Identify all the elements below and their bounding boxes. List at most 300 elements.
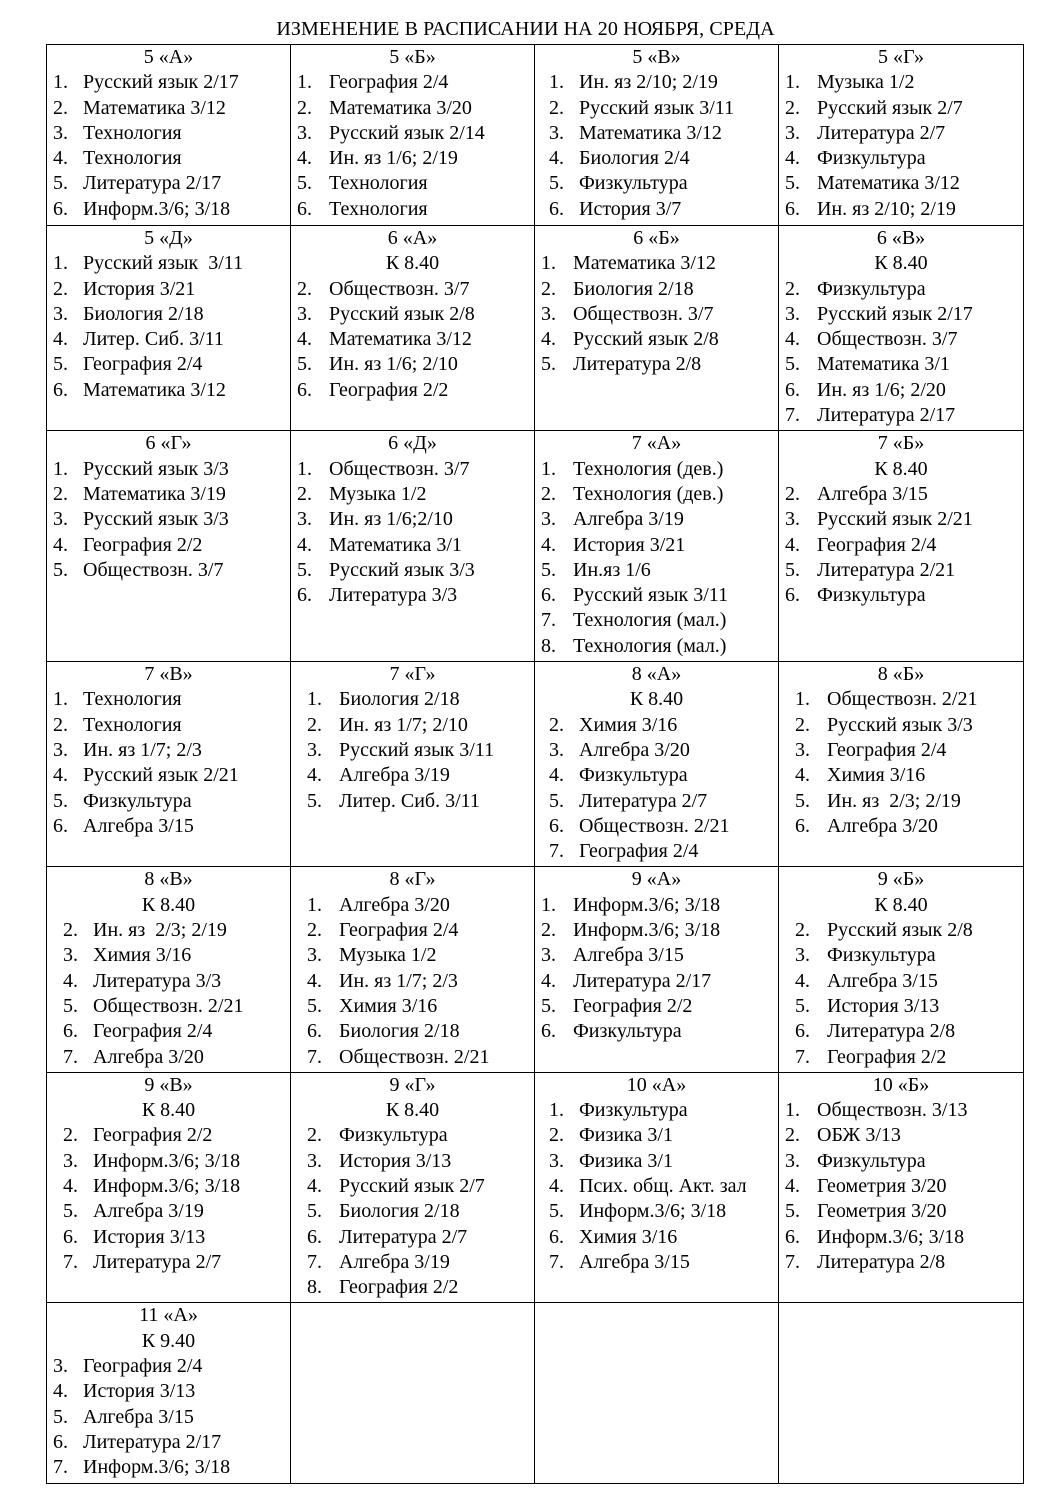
start-time: К 9.40 [141, 1329, 196, 1352]
lesson-subject: Математика 3/12 [83, 378, 226, 401]
lesson-item [537, 251, 776, 276]
lesson-item [293, 1199, 532, 1224]
lesson-item [293, 457, 532, 482]
lesson-number: 5. [785, 172, 800, 195]
lesson-item [49, 1199, 288, 1224]
lesson-subject: Русский язык 2/8 [329, 302, 475, 325]
lesson-item [537, 1098, 776, 1123]
lesson-subject: Обществозн. 3/7 [573, 302, 714, 325]
lesson-subject: Обществозн. 3/7 [329, 457, 470, 480]
lesson-item [293, 789, 532, 814]
lesson-subject: Ин. яз 1/7; 2/3 [83, 738, 202, 761]
lesson-item [293, 146, 532, 171]
lesson-number: 8. [541, 634, 556, 657]
lesson-number: 3. [63, 944, 78, 967]
lesson-subject: Русский язык 2/7 [339, 1174, 485, 1197]
lesson-item [293, 121, 532, 146]
lesson-number: 5. [549, 789, 564, 812]
lesson-number: 1. [785, 71, 800, 94]
lesson-item [537, 327, 776, 352]
lesson-number: 3. [795, 944, 810, 967]
lesson-number: 3. [795, 738, 810, 761]
lesson-item [49, 789, 288, 814]
lesson-subject: География 2/4 [329, 71, 449, 94]
lesson-number: 4. [785, 1174, 800, 1197]
lesson-number: 1. [549, 1099, 564, 1122]
lesson-number: 1. [53, 71, 68, 94]
lesson-subject: Информ.3/6; 3/18 [573, 919, 721, 942]
lesson-item [293, 197, 532, 222]
lesson-number: 5. [297, 353, 312, 376]
lesson-subject: Информ.3/6; 3/18 [579, 1200, 727, 1223]
lesson-subject: Алгебра 3/19 [339, 764, 450, 787]
lesson-item [781, 943, 1021, 968]
lesson-subject: Русский язык 2/21 [83, 764, 239, 787]
lesson-item [49, 146, 288, 171]
lesson-subject: История 3/13 [827, 994, 940, 1017]
lesson-item [781, 1174, 1021, 1199]
lesson-item [537, 70, 776, 95]
empty-cell [291, 1303, 535, 1483]
lesson-number: 6. [549, 814, 564, 837]
lesson-item [293, 943, 532, 968]
lesson-item [293, 687, 532, 712]
lesson-number: 3. [53, 1355, 68, 1378]
lesson-item [293, 96, 532, 121]
lesson-item [49, 171, 288, 196]
lesson-number: 7. [541, 609, 556, 632]
lesson-item [781, 738, 1021, 763]
lesson-subject: Технология [83, 713, 182, 736]
lesson-number: 6. [785, 197, 800, 220]
lesson-item [781, 96, 1021, 121]
lesson-subject: История 3/13 [83, 1380, 196, 1403]
schedule-row [47, 1072, 1024, 1303]
lesson-subject: Алгебра 3/15 [83, 1405, 194, 1428]
lesson-item [49, 533, 288, 558]
lesson-item [293, 327, 532, 352]
class-cell [779, 45, 1024, 226]
lesson-subject: Ин. яз 2/10; 2/19 [817, 197, 956, 220]
lesson-number: 6. [297, 584, 312, 607]
lesson-number: 2. [53, 96, 68, 119]
lesson-subject: Математика 3/12 [83, 96, 226, 119]
class-name: 10 «А» [626, 1073, 687, 1096]
lesson-number: 1. [53, 457, 68, 480]
lesson-number: 5. [785, 1200, 800, 1223]
lesson-number: 6. [785, 378, 800, 401]
class-cell [535, 1072, 779, 1303]
lesson-item [537, 634, 776, 659]
lesson-subject: Музыка 1/2 [339, 944, 437, 967]
lesson-item [293, 70, 532, 95]
class-name: 6 «Г» [145, 432, 192, 455]
lesson-number: 5. [307, 1200, 322, 1223]
lesson-subject: Русский язык 2/8 [827, 919, 973, 942]
lesson-subject: Физкультура [817, 1149, 926, 1172]
class-cell [47, 226, 291, 431]
lesson-number: 7. [307, 1045, 322, 1068]
lesson-item [49, 482, 288, 507]
class-name: 7 «Б» [877, 432, 925, 455]
lesson-item [537, 277, 776, 302]
class-name: 6 «Б» [633, 227, 680, 249]
lesson-number: 5. [541, 353, 556, 376]
lesson-item [781, 146, 1021, 171]
lesson-number: 6. [795, 814, 810, 837]
lesson-item [781, 482, 1021, 507]
lesson-subject: География 2/2 [339, 1276, 459, 1299]
lesson-number: 6. [307, 1225, 322, 1248]
lesson-subject: Русский язык 3/3 [83, 508, 229, 531]
lesson-number: 3. [541, 944, 556, 967]
lesson-item [781, 713, 1021, 738]
lesson-subject: Обществозн. 3/7 [329, 277, 470, 300]
lesson-subject: География 2/4 [579, 840, 699, 863]
lesson-number: 4. [53, 533, 68, 556]
lesson-item [537, 558, 776, 583]
lesson-number: 6. [53, 814, 68, 837]
lesson-item [537, 121, 776, 146]
lesson-item [537, 96, 776, 121]
class-cell [47, 431, 291, 662]
lesson-number: 2. [549, 96, 564, 119]
lesson-item [49, 1123, 288, 1148]
class-name: 8 «В» [144, 868, 193, 891]
lesson-subject: Русский язык 2/21 [817, 508, 973, 531]
schedule-row [47, 45, 1024, 226]
lesson-subject: Алгебра 3/20 [579, 738, 690, 761]
class-cell [47, 1072, 291, 1303]
lesson-item [49, 352, 288, 377]
lesson-number: 5. [549, 172, 564, 195]
lesson-item [49, 1149, 288, 1174]
class-name: 9 «В» [144, 1073, 193, 1096]
lesson-item [49, 327, 288, 352]
lesson-item [781, 583, 1021, 608]
lesson-item [537, 583, 776, 608]
lesson-item [537, 713, 776, 738]
class-cell [535, 662, 779, 867]
lesson-subject: Физкультура [817, 277, 926, 300]
lesson-item [537, 482, 776, 507]
lesson-item [537, 814, 776, 839]
lesson-number: 6. [795, 1020, 810, 1043]
lesson-item [537, 763, 776, 788]
lesson-number: 2. [541, 277, 556, 300]
class-name: 6 «А» [387, 227, 438, 249]
lesson-number: 5. [549, 1200, 564, 1223]
lesson-item [49, 763, 288, 788]
class-cell [779, 1072, 1024, 1303]
lesson-number: 7. [785, 404, 800, 427]
lesson-item [537, 146, 776, 171]
lesson-item [293, 1123, 532, 1148]
lesson-subject: Ин. яз 2/3; 2/19 [827, 789, 961, 812]
lesson-subject: ОБЖ 3/13 [817, 1124, 901, 1147]
lesson-number: 4. [541, 969, 556, 992]
lesson-number: 6. [53, 378, 68, 401]
lesson-subject: География 2/4 [83, 353, 203, 376]
lesson-item [293, 918, 532, 943]
lesson-item [49, 1250, 288, 1275]
lesson-subject: Математика 3/12 [573, 252, 716, 275]
lesson-item [293, 1250, 532, 1275]
lesson-subject: Русский язык 3/11 [339, 738, 495, 761]
lesson-item [49, 713, 288, 738]
lesson-number: 2. [785, 96, 800, 119]
class-name: 5 «Д» [144, 227, 193, 249]
lesson-subject: Технология (дев.) [573, 457, 724, 480]
lesson-subject: Музыка 1/2 [817, 71, 915, 94]
lesson-number: 2. [297, 277, 312, 300]
lesson-subject: Ин. яз 1/6; 2/10 [329, 353, 458, 376]
lesson-subject: Информ.3/6; 3/18 [93, 1149, 241, 1172]
lesson-subject: Технология [83, 147, 182, 170]
lesson-item [293, 1174, 532, 1199]
lesson-subject: Литература 3/3 [329, 584, 458, 607]
class-cell [291, 431, 535, 662]
start-time: К 8.40 [385, 252, 440, 275]
lesson-item [781, 1250, 1021, 1275]
lesson-item [49, 378, 288, 403]
lesson-number: 2. [785, 277, 800, 300]
lesson-number: 3. [785, 121, 800, 144]
lesson-subject: Русский язык 3/3 [329, 558, 475, 581]
lesson-subject: Биология 2/18 [339, 1020, 460, 1043]
schedule-row [47, 1303, 1024, 1483]
lesson-item [49, 121, 288, 146]
lesson-subject: Биология 2/18 [339, 1200, 460, 1223]
lesson-item [537, 943, 776, 968]
lesson-number: 4. [307, 764, 322, 787]
lesson-item [781, 1045, 1021, 1070]
lesson-number: 3. [549, 121, 564, 144]
lesson-subject: Математика 3/12 [817, 172, 960, 195]
lesson-subject: Физика 3/1 [579, 1124, 673, 1147]
lesson-number: 4. [549, 764, 564, 787]
lesson-number: 3. [297, 121, 312, 144]
lesson-subject: Информ.3/6; 3/18 [573, 893, 721, 916]
lesson-subject: Биология 2/18 [339, 688, 460, 711]
lesson-item [537, 738, 776, 763]
lesson-number: 2. [541, 482, 556, 505]
lesson-number: 2. [307, 1124, 322, 1147]
lesson-subject: Информ.3/6; 3/18 [83, 1456, 231, 1479]
lesson-subject: Литер. Сиб. 3/11 [83, 328, 224, 351]
lesson-number: 1. [541, 893, 556, 916]
lesson-subject: Русский язык 2/8 [573, 328, 719, 351]
lesson-item [781, 1149, 1021, 1174]
lesson-number: 3. [307, 738, 322, 761]
lesson-item [781, 687, 1021, 712]
lesson-item [49, 1045, 288, 1070]
lesson-subject: Алгебра 3/20 [93, 1045, 204, 1068]
lesson-item [781, 70, 1021, 95]
lesson-number: 2. [541, 919, 556, 942]
lesson-number: 2. [307, 919, 322, 942]
lesson-item [537, 1250, 776, 1275]
lesson-number: 4. [541, 533, 556, 556]
lesson-subject: Технология (мал.) [573, 634, 727, 657]
schedule-row [47, 431, 1024, 662]
class-name: 7 «А» [631, 432, 682, 455]
lesson-number: 2. [785, 1124, 800, 1147]
lesson-subject: Физкультура [579, 1099, 688, 1122]
class-cell [535, 431, 779, 662]
lesson-number: 1. [297, 457, 312, 480]
lesson-number: 4. [785, 533, 800, 556]
lesson-subject: Математика 3/1 [329, 533, 462, 556]
lesson-item [781, 1225, 1021, 1250]
lesson-item [293, 994, 532, 1019]
lesson-item [537, 839, 776, 864]
lesson-item [293, 969, 532, 994]
class-cell [291, 867, 535, 1072]
lesson-item [537, 608, 776, 633]
lesson-number: 2. [549, 1124, 564, 1147]
lesson-number: 4. [795, 969, 810, 992]
lesson-subject: География 2/2 [329, 378, 449, 401]
lesson-number: 1. [297, 71, 312, 94]
lesson-subject: Алгебра 3/20 [339, 893, 450, 916]
lesson-subject: Химия 3/16 [579, 713, 678, 736]
class-name: 8 «Б» [877, 663, 925, 686]
lesson-item [781, 197, 1021, 222]
lesson-item [781, 1199, 1021, 1224]
lesson-item [49, 70, 288, 95]
lesson-number: 3. [541, 302, 556, 325]
start-time: К 8.40 [629, 688, 684, 711]
lesson-number: 3. [785, 508, 800, 531]
lesson-item [537, 969, 776, 994]
lesson-item [781, 969, 1021, 994]
lesson-item [781, 352, 1021, 377]
lesson-number: 6. [53, 1430, 68, 1453]
lesson-item [293, 378, 532, 403]
lesson-subject: Математика 3/12 [579, 121, 722, 144]
lesson-subject: Алгебра 3/15 [827, 969, 938, 992]
lesson-item [781, 171, 1021, 196]
lesson-subject: Русский язык 2/17 [83, 71, 239, 94]
lesson-item [49, 1455, 288, 1480]
lesson-subject: История 3/7 [579, 197, 682, 220]
lesson-number: 2. [307, 713, 322, 736]
lesson-item [781, 994, 1021, 1019]
lesson-number: 2. [549, 713, 564, 736]
lesson-subject: География 2/4 [93, 1020, 213, 1043]
lesson-number: 7. [307, 1250, 322, 1273]
lesson-number: 5. [53, 172, 68, 195]
lesson-subject: Алгебра 3/15 [579, 1250, 690, 1273]
lesson-item [781, 533, 1021, 558]
start-time: К 8.40 [874, 252, 928, 275]
lesson-number: 1. [53, 688, 68, 711]
lesson-subject: Литература 2/17 [573, 969, 712, 992]
lesson-item [781, 507, 1021, 532]
lesson-item [537, 1225, 776, 1250]
lesson-number: 4. [785, 328, 800, 351]
class-name: 9 «Б» [877, 868, 925, 891]
lesson-number: 3. [53, 508, 68, 531]
lesson-subject: Алгебра 3/20 [827, 814, 938, 837]
lesson-item [781, 327, 1021, 352]
lesson-number: 6. [63, 1020, 78, 1043]
class-name: 10 «Б» [872, 1073, 930, 1096]
lesson-subject: Химия 3/16 [579, 1225, 678, 1248]
lesson-subject: Физкультура [579, 764, 688, 787]
lesson-subject: Обществозн. 3/13 [817, 1099, 968, 1122]
lesson-item [537, 1199, 776, 1224]
lesson-subject: Обществозн. 2/21 [339, 1045, 490, 1068]
lesson-number: 4. [297, 533, 312, 556]
lesson-item [293, 533, 532, 558]
lesson-subject: Ин. яз 1/6;2/10 [329, 508, 453, 531]
lesson-item [537, 352, 776, 377]
lesson-subject: Музыка 1/2 [329, 482, 427, 505]
lesson-subject: Литература 2/17 [817, 404, 956, 427]
lesson-item [293, 1045, 532, 1070]
lesson-number: 6. [297, 197, 312, 220]
lesson-subject: Ин.яз 1/6 [573, 558, 651, 581]
lesson-subject: Ин. яз 2/3; 2/19 [93, 919, 227, 942]
lesson-subject: Литература 3/3 [93, 969, 222, 992]
lesson-subject: Технология [83, 688, 182, 711]
lesson-number: 5. [63, 994, 78, 1017]
lesson-item [537, 197, 776, 222]
class-cell [535, 867, 779, 1072]
page-title: ИЗМЕНЕНИЕ В РАСПИСАНИИ НА 20 НОЯБРЯ, СРЕДА [276, 18, 775, 40]
lesson-number: 5. [53, 558, 68, 581]
lesson-subject: Технология [329, 172, 428, 195]
lesson-item [293, 302, 532, 327]
lesson-number: 8. [307, 1276, 322, 1299]
lesson-item [293, 763, 532, 788]
lesson-subject: Обществозн. 3/7 [83, 558, 224, 581]
lesson-subject: Математика 3/19 [83, 482, 226, 505]
lesson-number: 1. [307, 688, 322, 711]
lesson-item [49, 1379, 288, 1404]
lesson-subject: История 3/21 [573, 533, 686, 556]
lesson-number: 5. [785, 353, 800, 376]
lesson-number: 3. [53, 738, 68, 761]
lesson-number: 6. [541, 1020, 556, 1043]
lesson-number: 3. [297, 508, 312, 531]
lesson-item [293, 558, 532, 583]
lesson-item [293, 738, 532, 763]
empty-cell [535, 1303, 779, 1483]
schedule-row [47, 662, 1024, 867]
lesson-item [293, 352, 532, 377]
lesson-subject: Псих. общ. Акт. зал [579, 1174, 747, 1197]
lesson-number: 2. [53, 482, 68, 505]
lesson-number: 7. [63, 1045, 78, 1068]
lesson-subject: Литература 2/8 [573, 353, 702, 376]
lesson-number: 7. [549, 840, 564, 863]
class-name: 8 «А» [631, 663, 682, 686]
lesson-subject: Русский язык 3/11 [83, 252, 244, 275]
lesson-number: 4. [307, 969, 322, 992]
lesson-subject: Обществозн. 2/21 [827, 688, 978, 711]
empty-cell [779, 1303, 1024, 1483]
lesson-item [49, 1174, 288, 1199]
lesson-item [781, 918, 1021, 943]
lesson-subject: Литер. Сиб. 3/11 [339, 789, 480, 812]
lesson-number: 6. [63, 1225, 78, 1248]
lesson-item [537, 1019, 776, 1044]
lesson-item [49, 507, 288, 532]
lesson-subject: История 3/21 [83, 277, 196, 300]
